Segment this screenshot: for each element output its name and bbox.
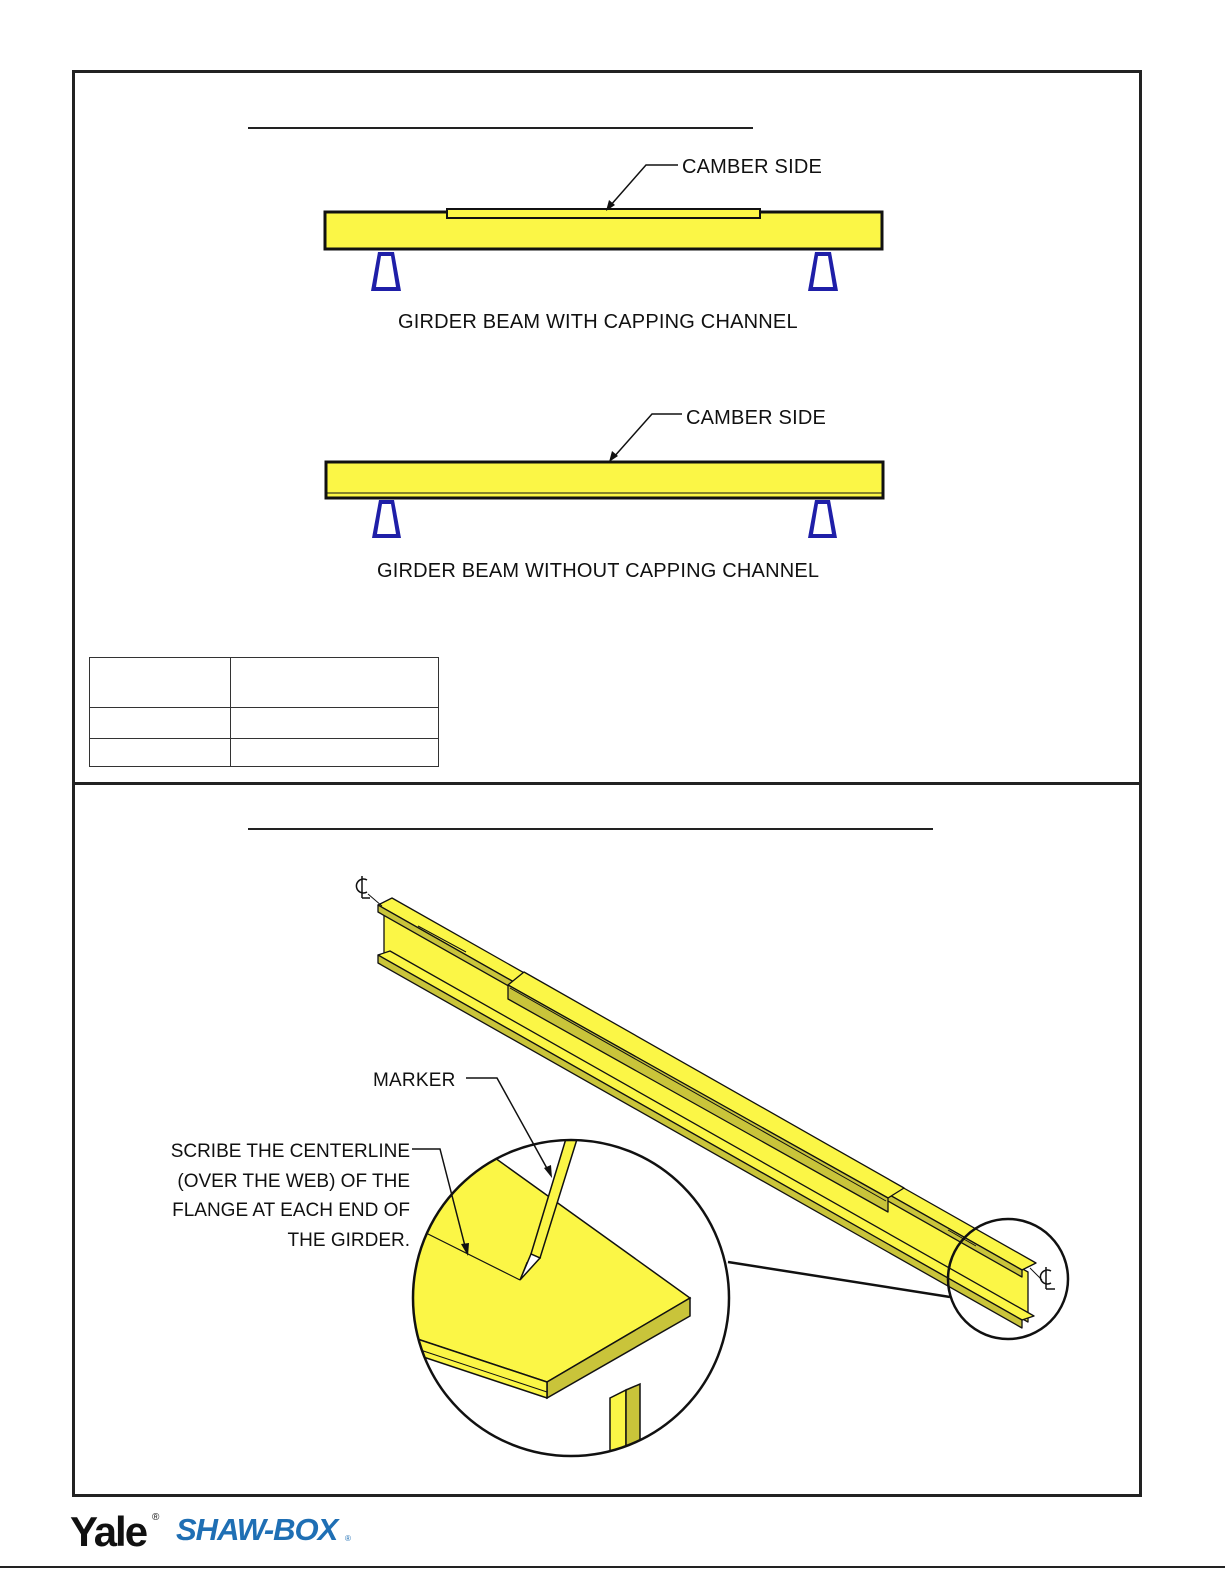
girder-beam-without-capping-channel (326, 414, 883, 538)
centerline-symbol-left (356, 876, 382, 906)
table-cell (90, 658, 231, 708)
note-line: THE GIRDER. (287, 1229, 410, 1251)
shaw-box-logo: SHAW-BOX (176, 1512, 338, 1547)
camber-side-callout-1: CAMBER SIDE (682, 156, 823, 178)
camber-table (89, 657, 439, 767)
camber-side-callout-2: CAMBER SIDE (686, 407, 827, 429)
marker-label: MARKER (373, 1070, 456, 1091)
table-cell (231, 739, 439, 767)
table-cell (90, 739, 231, 767)
shaw-box-registered-mark: ® (345, 1534, 351, 1543)
scribe-centerline-note (110, 1137, 410, 1255)
yale-registered-mark: ® (152, 1512, 160, 1523)
detail-flange-closeup (360, 1132, 733, 1470)
beam1-caption: GIRDER BEAM WITH CAPPING CHANNEL (398, 311, 798, 333)
girder-beam-with-capping-channel (325, 165, 882, 291)
footer-rule (0, 1566, 1225, 1568)
table-row (90, 658, 439, 708)
table-cell (90, 708, 231, 739)
note-line: FLANGE AT EACH END OF (172, 1200, 410, 1221)
note-line: (OVER THE WEB) OF THE (177, 1170, 410, 1192)
centerline-symbol-right (1030, 1267, 1055, 1289)
table-row (90, 739, 439, 767)
note-line: SCRIBE THE CENTERLINE (170, 1141, 410, 1162)
table-cell (231, 708, 439, 739)
yale-logo: Yale (70, 1508, 147, 1555)
table-cell (231, 658, 439, 708)
table-row (90, 708, 439, 739)
beam2-caption: GIRDER BEAM WITHOUT CAPPING CHANNEL (377, 560, 820, 582)
